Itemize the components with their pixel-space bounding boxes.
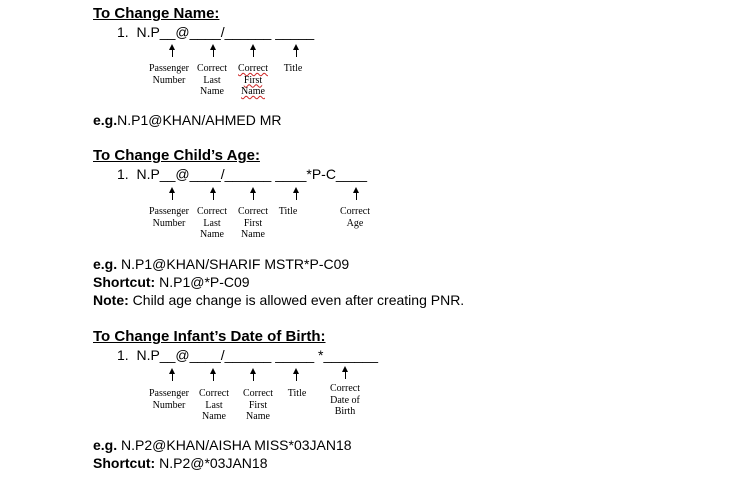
example-label: e.g. (93, 437, 118, 453)
label-correct-first-name: Correct First Name (238, 206, 268, 240)
shortcut-label: Shortcut: (93, 455, 156, 471)
format-line-infant-dob (117, 347, 378, 363)
label-title: Title (287, 388, 307, 399)
format-string: N.P__@____/______ _____ *_______ (136, 347, 379, 363)
shortcut-value: N.P1@*P-C09 (155, 274, 250, 290)
note-value: Child age change is allowed even after creating PNR. (128, 292, 465, 308)
shortcut-label: Shortcut: (93, 274, 156, 290)
example-label: e.g. (93, 112, 118, 128)
example-child-age (93, 256, 349, 272)
shortcut-value: N.P2@*03JAN18 (155, 455, 268, 471)
label-correct-last-name: Correct Last Name (197, 63, 227, 97)
label-correct-age: Correct Age (340, 206, 370, 229)
shortcut-infant-dob (93, 455, 268, 471)
note-label: Note: (93, 292, 129, 308)
label-correct-first-name: Correct First Name (243, 388, 273, 422)
format-string: N.P__@____/______ ____*P-C____ (136, 166, 368, 182)
label-passenger-number: Passenger Number (149, 63, 189, 86)
format-string: N.P__@____/______ _____ (136, 24, 315, 40)
format-line-child-age (117, 166, 367, 182)
list-number: 1. (117, 24, 129, 40)
label-correct-first-name: Correct First Name (238, 63, 268, 97)
label-correct-dob: Correct Date of Birth (330, 383, 360, 417)
example-infant-dob (93, 437, 352, 453)
label-title: Title (283, 63, 303, 74)
list-number: 1. (117, 347, 129, 363)
heading-change-child-age: To Change Child’s Age: (93, 147, 260, 164)
example-change-name (93, 112, 281, 128)
example-value: N.P1@KHAN/AHMED MR (117, 112, 282, 128)
shortcut-child-age (93, 274, 250, 290)
label-passenger-number: Passenger Number (149, 388, 189, 411)
example-label: e.g. (93, 256, 118, 272)
heading-change-infant-dob: To Change Infant’s Date of Birth: (93, 328, 326, 345)
label-correct-last-name: Correct Last Name (197, 206, 227, 240)
label-correct-last-name: Correct Last Name (199, 388, 229, 422)
heading-change-name: To Change Name: (93, 5, 220, 22)
label-passenger-number: Passenger Number (149, 206, 189, 229)
format-line-name (117, 24, 314, 40)
example-value: N.P2@KHAN/AISHA MISS*03JAN18 (117, 437, 352, 453)
note-child-age (93, 292, 464, 308)
example-value: N.P1@KHAN/SHARIF MSTR*P-C09 (117, 256, 350, 272)
label-title: Title (278, 206, 298, 217)
list-number: 1. (117, 166, 129, 182)
